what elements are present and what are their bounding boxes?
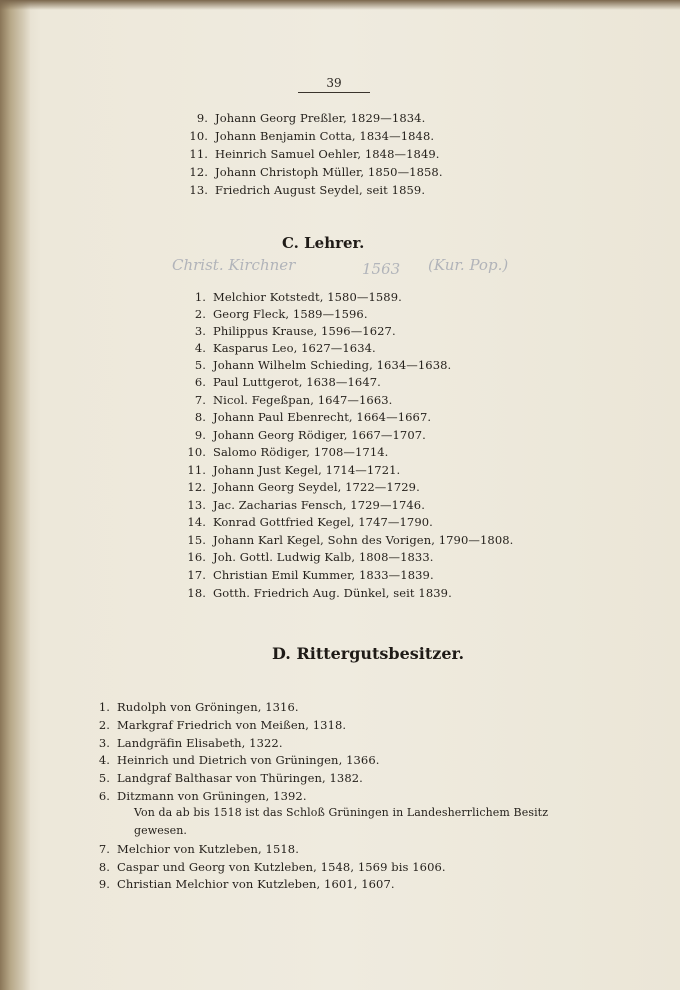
- list-item: 5. Landgraf Balthasar von Thüringen, 1382.: [98, 771, 363, 785]
- handwriting-name: Christ. Kirchner: [172, 256, 296, 274]
- list-item: 8. Caspar und Georg von Kutzleben, 1548, 1569 bis 1606.: [98, 860, 446, 874]
- section-c-heading: C. Lehrer.: [282, 234, 365, 252]
- list-item: 9. Johann Georg Rödiger, 1667—1707.: [194, 428, 426, 442]
- book-spine-shadow: [0, 0, 30, 990]
- page-top-shadow: [0, 0, 680, 10]
- list-item: 10. Salomo Rödiger, 1708—1714.: [187, 445, 389, 459]
- list-item: 14. Konrad Gottfried Kegel, 1747—1790.: [187, 515, 433, 529]
- list-item: 12. Johann Christoph Müller, 1850—1858.: [189, 165, 443, 179]
- list-item: 15. Johann Karl Kegel, Sohn des Vorigen, 1790—1808.: [187, 533, 514, 547]
- list-item: 6. Ditzmann von Grüningen, 1392.: [98, 789, 307, 803]
- list-item: 9. Christian Melchior von Kutzleben, 1601, 1607.: [98, 877, 395, 891]
- list-item: 3. Landgräfin Elisabeth, 1322.: [98, 736, 283, 750]
- list-item: 11. Johann Just Kegel, 1714—1721.: [187, 463, 401, 477]
- list-item: 12. Johann Georg Seydel, 1722—1729.: [187, 480, 420, 494]
- handwriting-note: (Kur. Pop.): [428, 256, 509, 274]
- list-item: 13. Friedrich August Seydel, seit 1859.: [189, 183, 426, 197]
- list-item: 9. Johann Georg Preßler, 1829—1834.: [196, 111, 426, 125]
- list-item: 8. Johann Paul Ebenrecht, 1664—1667.: [194, 410, 432, 424]
- handwriting-year: 1563: [362, 260, 401, 278]
- list-item: 17. Christian Emil Kummer, 1833—1839.: [187, 568, 434, 582]
- list-item: 10. Johann Benjamin Cotta, 1834—1848.: [189, 129, 435, 143]
- list-item: 1. Rudolph von Gröningen, 1316.: [98, 700, 299, 714]
- list-item-continuation: Von da ab bis 1518 ist das Schloß Grüningen in Landesherrlichem Besitz: [134, 806, 549, 819]
- list-item: 7. Melchior von Kutzleben, 1518.: [98, 842, 299, 856]
- list-item: 13. Jac. Zacharias Fensch, 1729—1746.: [187, 498, 425, 512]
- list-item: 7. Nicol. Fegeßpan, 1647—1663.: [194, 393, 393, 407]
- list-item: 18. Gotth. Friedrich Aug. Dünkel, seit 1839.: [187, 586, 452, 600]
- list-item-continuation: gewesen.: [134, 824, 188, 837]
- list-item: 11. Heinrich Samuel Oehler, 1848—1849.: [189, 147, 440, 161]
- list-item: 16. Joh. Gottl. Ludwig Kalb, 1808—1833.: [187, 550, 434, 564]
- list-item: 4. Kasparus Leo, 1627—1634.: [194, 341, 376, 355]
- list-item: 1. Melchior Kotstedt, 1580—1589.: [194, 290, 402, 304]
- page-number-rule: [298, 92, 370, 93]
- list-item: 4. Heinrich und Dietrich von Grüningen, 1366.: [98, 753, 380, 767]
- list-item: 6. Paul Luttgerot, 1638—1647.: [194, 375, 381, 389]
- page-number: 39: [326, 76, 342, 90]
- list-item: 2. Georg Fleck, 1589—1596.: [194, 307, 368, 321]
- list-item: 3. Philippus Krause, 1596—1627.: [194, 324, 396, 338]
- list-item: 2. Markgraf Friedrich von Meißen, 1318.: [98, 718, 347, 732]
- list-item: 5. Johann Wilhelm Schieding, 1634—1638.: [194, 358, 452, 372]
- section-d-heading: D. Rittergutsbesitzer.: [272, 644, 465, 663]
